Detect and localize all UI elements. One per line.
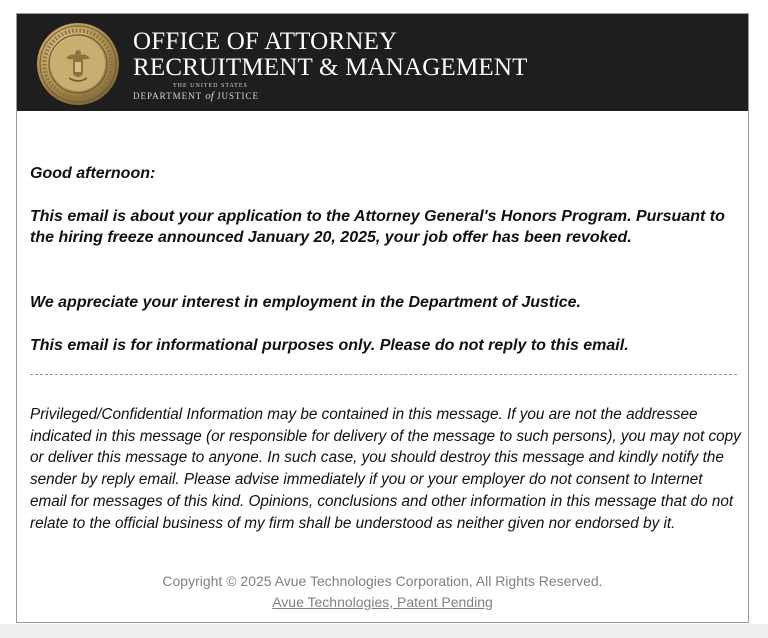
bottom-strip <box>0 624 768 638</box>
confidentiality-disclaimer: Privileged/Confidential Information may be contained in this message. If you are not the addressee indicated in this message (or responsible for delivery of the message to such persons), you may not copy or deliver this message to anyone. In such case, you should destroy this message and kindly notify the sender by reply email. Please advise immediately if you or your employer do not consent to Internet email for messages of this kind. Opinions, conclusions and other information in this message that do not relate to the official business of my firm shall be understood as neither given nor endorsed by it. <box>30 406 741 532</box>
email-card <box>16 13 749 623</box>
dept-part1: DEPARTMENT <box>133 91 202 101</box>
dept-part2: JUSTICE <box>217 91 260 101</box>
doj-seal-icon <box>36 22 120 106</box>
message-paragraph-2: We appreciate your interest in employment in the Department of Justice. <box>30 294 581 311</box>
copyright-text: Copyright © 2025 Avue Technologies Corporation, All Rights Reserved. <box>162 573 603 589</box>
office-title-line2: RECRUITMENT & MANAGEMENT <box>133 54 528 81</box>
dept-of: of <box>205 90 214 102</box>
message-paragraph-1: This email is about your application to the Attorney General's Honors Program. Pursuant to the hiring freeze announced January 20, 2025, your job offer has been revoked. <box>30 208 725 246</box>
dept-small-line: THE UNITED STATES <box>173 83 248 89</box>
office-title <box>133 29 528 81</box>
patent-line <box>17 592 748 612</box>
department-wordmark <box>133 82 259 102</box>
message-paragraph-3: This email is for informational purposes only. Please do not reply to this email. <box>30 337 629 354</box>
greeting: Good afternoon: <box>30 165 156 182</box>
patent-pending-link[interactable]: Avue Technologies, Patent Pending <box>272 594 493 610</box>
dashed-divider <box>30 374 737 375</box>
office-title-line1: OFFICE OF ATTORNEY <box>133 28 398 55</box>
dept-main-line <box>133 90 259 102</box>
header-banner <box>17 14 748 111</box>
